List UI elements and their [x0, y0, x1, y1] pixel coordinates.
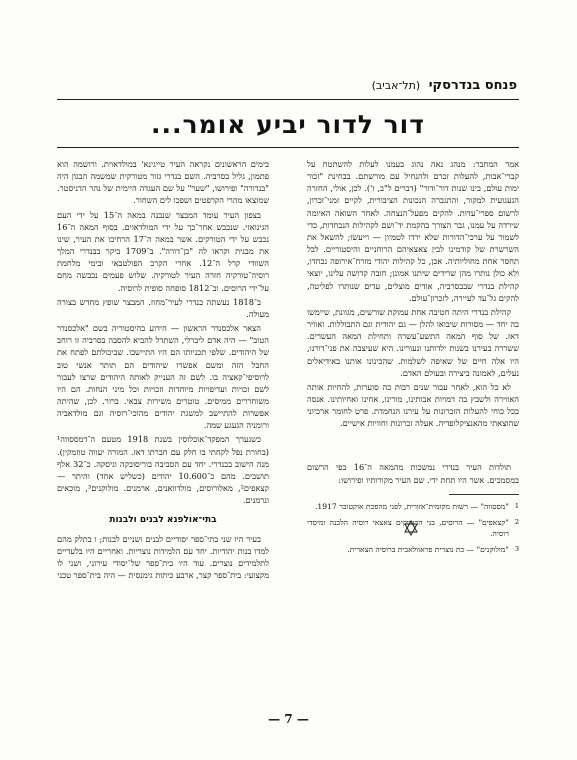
body-paragraph: בעיר היו שני בתי־ספר יסודיים לבנים ושניים לבנות; ו בתלק מהם למדו בנות יהודיות. יחד עם הלמידות נוצריות. ואחריים היו בלעדיים לתלמידים נוצרים. עוד היו בית־ספר של־יסודי עירוני, ושני לו מקצועי: בית־ספר קצר, ארבע כיתות גימנסית — היה בית־ספר טכני	[57, 533, 269, 580]
body-paragraph: לא כל הוא, לאחר עבור שנים רבות כה סוערות, להחיות אותה האווירה ולשבץ בה דמויות אבותינו, מורינו, אחינו ואחיותינו. אנסה בכל כוחי להעלות הזכרונות על עירנו הנחמדת. פרט לחומר ארכיוני שהוצאתי מהאנציקלופדיה. אעלה זכרונות וחוויות אישיים.	[307, 381, 519, 429]
body-paragraph: תולדות העיר בנדרי נמשכות מהמאה ה־16 כפי הרשום במסמכים. אשר היו תחת ידי. שם העיר מקורותיו ופירושו:	[307, 462, 519, 485]
page-number: — 7 —	[268, 712, 309, 726]
footnote-text: "מולוקנים" — כת נוצרית פראוולאבית ברוסיה הצארית.	[347, 544, 509, 554]
author-city: (תל־אביב)	[371, 79, 421, 92]
star-spacer	[307, 431, 519, 461]
footnote	[307, 501, 519, 512]
author-line	[372, 78, 517, 93]
footnote	[307, 544, 519, 555]
title-rule-top	[57, 99, 519, 100]
footnote-text: "קצאפים" — הרוסים, בני הרוריקים צאצאי רוסיה הלבנה ומיסדי רוסיה.	[307, 517, 509, 538]
body-paragraph: ב־1818 נעשתה בנדרי לעיר־מחוז. המבצר שופץ מחדש בצורה מעולה.	[57, 296, 269, 319]
footnote-number: 1	[514, 501, 519, 510]
body-paragraph: אמר המחבר: מנהג נאה נהוג בעמנו לעלות להשתטח על קברי־אבות, להעלות זכרם ולהנחיל עם מורשתם. בבחינת "זכור ימות עולם, בינו שנות דור־ודור" (דברים ל"ב, ז'). לכן, אולי, החזרה הגעגועית למקור, והתגברה הנכונות הציבורית, לקיים זמני־זכרון, לרשום ספרי־עדות. להקים מפעל־הנצחה. לאחר השואה האיומה שירדה על עמנו, גבר הצורך בהקמת יד־ושם לקהילות הנכחדות, כדי לשמור על ערכי־הדורות שלא ירדו לטמיון — וייעשׂו; להשאל את השרשרת של קודמינו לבין צאצאיהם הרוחניים והיסטוריים. לבל תחסר אחת מחוליותיה. אכן, כל קהילות יהודי מזרח־אירופה נכחדו, ולא כולן נותרו מהן שרידים שיתנו אמונן; חובה קדושה עלינו, יוצאי קהילת בנדרי שבבסרביה, אודים מוצלים, עדים שנותרו לפליטה, להקים גל־עד לעיירה, לזכרון־עולם.	[307, 159, 519, 303]
body-paragraph: הצאר אלכסנדר הראשון — הידוע בהיסטוריה בשם "אלכסנדר הטוב" — היה אדם ליברלי, השתדל להביא להסבה בסרביה זו רוחב של היהודים. שלפי תכניותו הם היו התיישבו. שביכולתם לפתח את החבל הזה ומשם אפשרו שיהודים הם תותר אנשי טוב לרוסיפי־קאציה בו. לשם זה הענייק לאותה היהודים שרצו לעבור לשם זכויות ועדיפויות מיוחדות וזכויות וכל מיני הנחות. הם היו משוחררים ממיסים. טוטרים משירות צבאי. ברור. לכן, שהיתה אפשרות להתיישב למשגת יהודים מהוכי־רוסיה וגם מולדאביה ורומניה הגעגע שמה.	[57, 323, 269, 431]
author-name: פנחס בנדרסקי	[428, 78, 517, 93]
footnote-rule	[449, 494, 519, 495]
footnote-number: 3	[514, 544, 519, 553]
body-paragraph: בצפון העיר עומד המבצר שנבנה במאה ה־15 על ידי העם הגינואזי. שנכבש אחר־כך על ידי המולדאוים. בסוף המאה ה־16 נכבש על ידי הטורקים. אשר במאה ה־17 הרחיבו את העיר, שינו את מבנית וקראו לה "בן־דורה". ב־1709 ביקר בבנדרי המלך השוודי קרל ה־12. אחרי הקרב הפולטבאי ובימי מלחמת רוסיה־טורקיה חזרה העיר לטורקיה. שלוש פעמים נכבשה מחם על־ידי הרוסים. וב־1812 סופחה סופית לרוסיה.	[57, 209, 269, 293]
article-title: דור לדור יביע אומר...	[151, 110, 425, 139]
section-heading: בתי־אולפנא לבנים ולבנות	[109, 515, 217, 526]
left-column	[57, 158, 269, 583]
body-paragraph: כשנערך המפקד־אוכלוסין בשנת 1918 מטעם ה־דמססווה¹ (בחורת נפל לקחתי בו חלק עם חברתו דאז. המורה יעווה טוזמקין). מנה הישוב בבנדרי. יחד עם הסביבה בוריסובקה וגיסקה. כ־32 אלף תושבים. מהם כ־10.600 יהודים (כשליש אחד) והיתר — קצאפים², מאלורוסים, מולדוואנים, ארמנים. מולוקנים³, מוכאים ונרמנים.	[57, 434, 270, 506]
body-paragraph: קהילת בנדרי היתה חטיבה אחת עמוקת שורשים, מגוונת, שיימשו בה יחד — מסורות שיבואו להלן — גם יהודית וגם התבוללות. ואוויר דאז. של סוף המאה התשע־עשרה ותחילת המאה העשרים. ששררה בעירנו בשנות ילדותנו ונעורינו. היא שעיצבה את פני־דורנו, היו אלה חיים של שאיפה לשלמות. שהכינונו אותנו באידיאלים נעלים, לאמונה ביצירה ובעולם האדם.	[307, 306, 519, 378]
footnote-text: "מססווה" — רשות מקומית־אזורית, לפני מהפכת אוקטובר 1917.	[314, 501, 509, 511]
footnote-number: 2	[514, 517, 519, 526]
title-rule-bottom	[57, 147, 519, 148]
star-of-david-icon	[403, 520, 419, 536]
body-paragraph: בימים הראשונים נקראה העיר טייגינא' במולדאוית. ורושמה הוא פתמון, גליל בסרביה. השם בנדרי גזור מטורקית שמשמה הבגון היה "בנדורה" ופירושו, "שער" על שם העגדה היימית של נהר הדניסטר. שמוצאו מהרי הקרפטים ושפכו לים השחור.	[57, 159, 269, 206]
right-column	[307, 158, 519, 560]
